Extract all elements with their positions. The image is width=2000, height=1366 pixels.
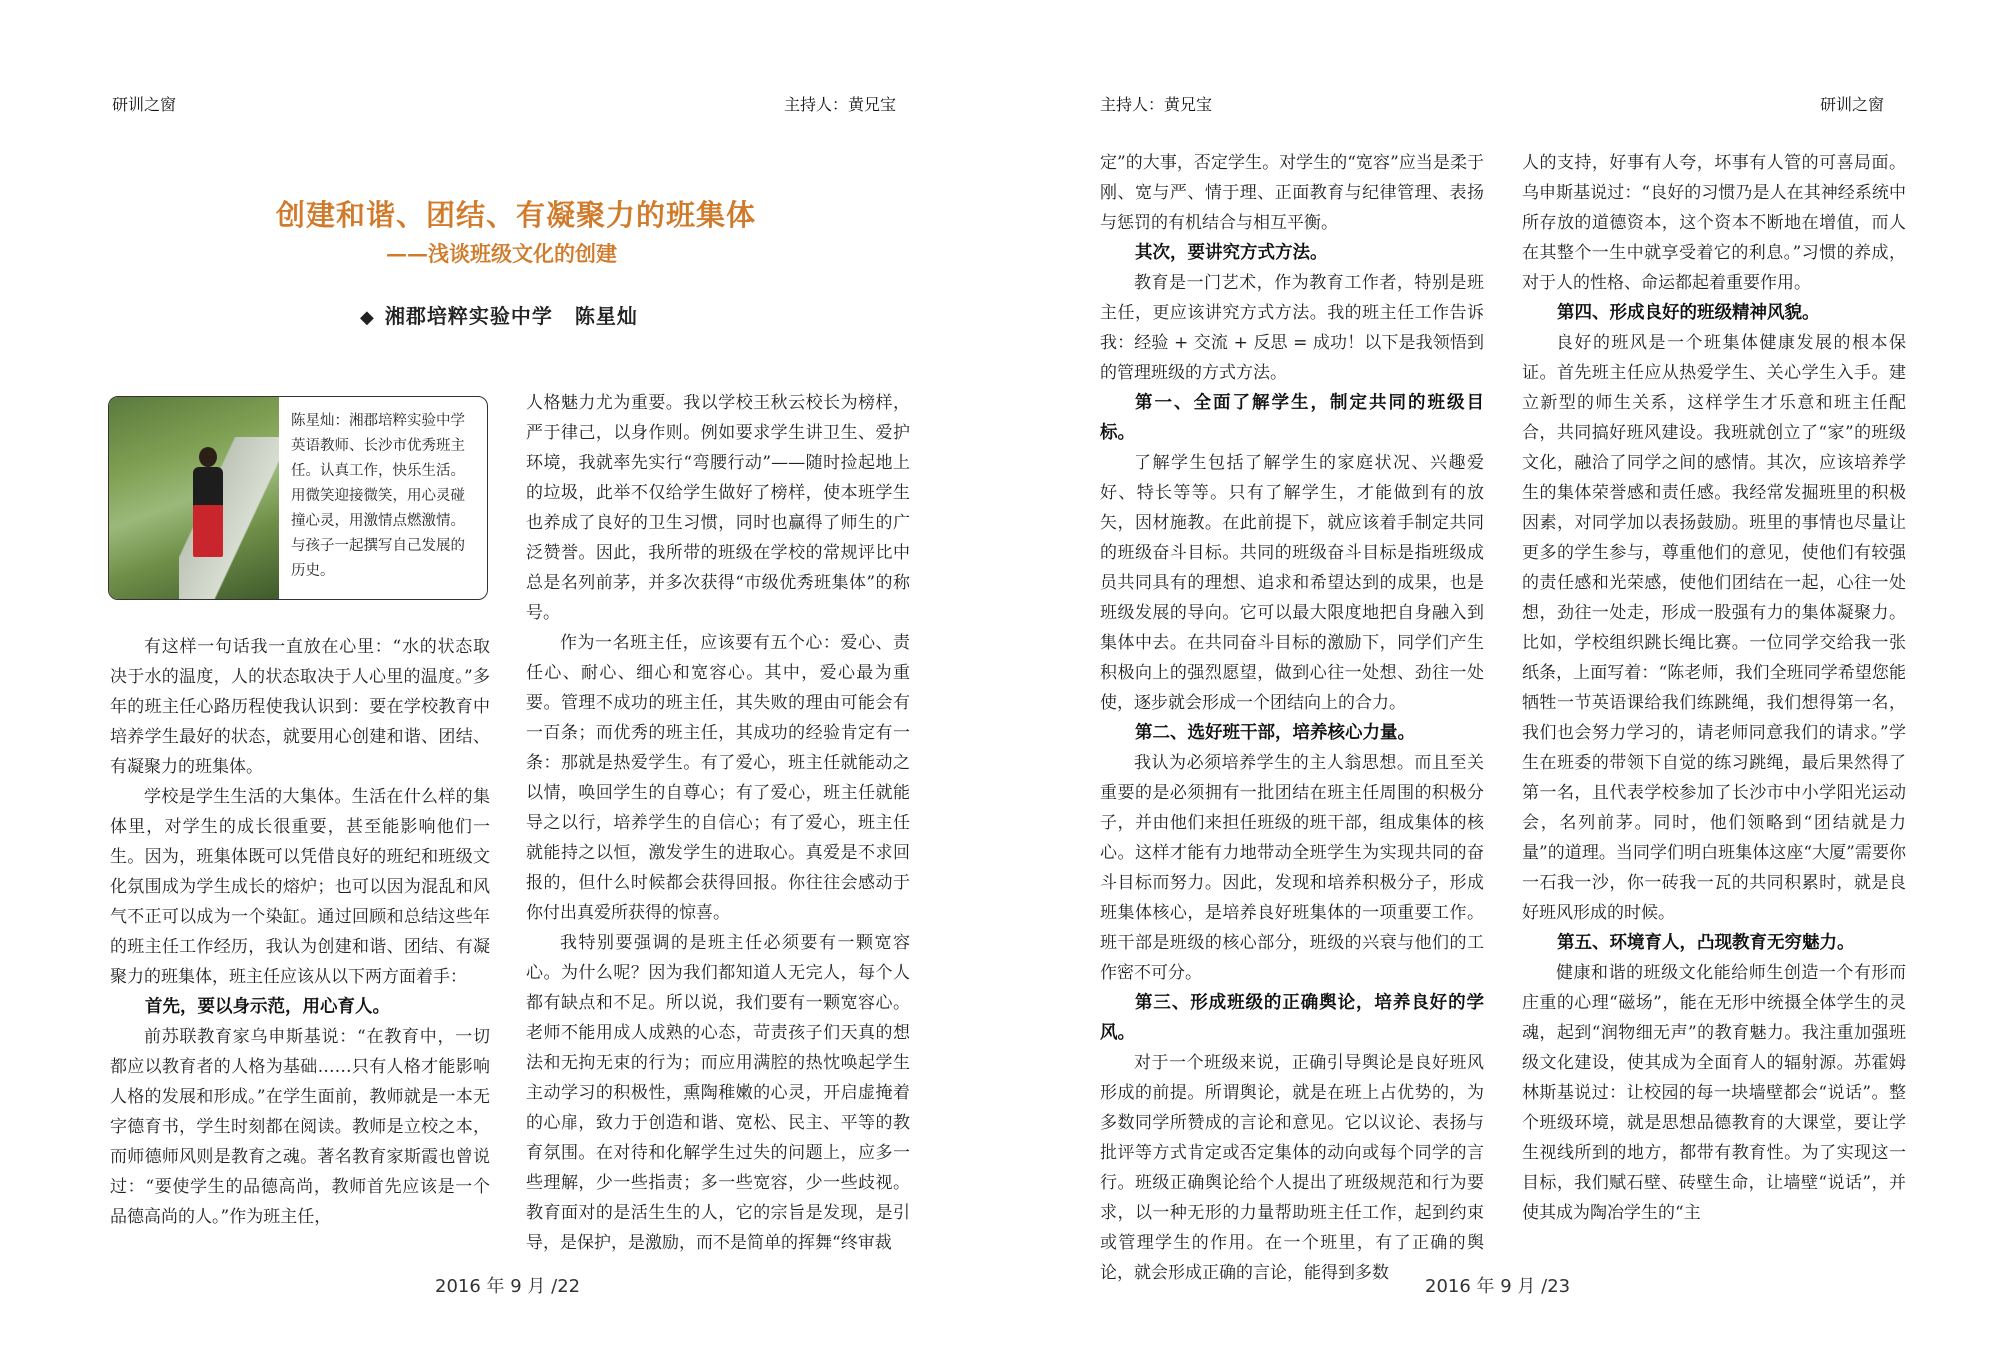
author-name: 陈星灿 bbox=[574, 304, 638, 328]
article-subtitle: ——浅谈班级文化的创建 bbox=[386, 241, 617, 266]
section-heading: 首先，要以身示范，用心育人。 bbox=[145, 997, 390, 1017]
section-label: 研训之窗 bbox=[1820, 95, 1885, 114]
section-heading: 第二、选好班干部，培养核心力量。 bbox=[1135, 723, 1415, 743]
paragraph: 良好的班风是一个班集体健康发展的根本保证。首先班主任应从热爱学生、关心学生入手。建立新型的师生关系，这样学生才乐意和班主任配合，共同搞好班风建设。我班就创立了“家”的班级文化，融洽了同学之间的感情。其次，应该培养学生的集体荣誉感和责任感。我经常发掘班里的积极因素，对同学加以表扬鼓励。班里的事情也尽量让更多的学生参与，尊重他们的意见，使他们有较强的责任感和光荣感，使他们团结在一起，心往一处想，劲往一处走，形成一股强有力的集体凝聚力。比如，学校组织跳长绳比赛。一位同学交给我一张纸条，上面写着：“陈老师，我们全班同学希望您能牺牲一节英语课给我们练跳绳，我们想得第一名，我们也会努力学习的，请老师同意我们的请求。”学生在班委的带领下自觉的练习跳绳，最后果然得了第一名，且代表学校参加了长沙市中小学阳光运动会，名列前茅。同时，他们领略到“团结就是力量”的道理。当同学们明白班集体这座“大厦”需要你一石我一沙，你一砖我一瓦的共同积累时，就是良好班风形成的时候。 bbox=[1522, 333, 1906, 923]
paragraph: 有这样一句话我一直放在心里：“水的状态取决于水的温度，人的状态取决于人心里的温度。”多年的班主任心路历程使我认识到：要在学校教育中培养学生最好的状态，就要用心创建和谐、团结、有凝聚力的班集体。 bbox=[110, 637, 490, 777]
author-bio-text: 陈星灿：湘郡培粹实验中学英语教师、长沙市优秀班主任。认真工作，快乐生活。用微笑迎接微笑，用心灵碰撞心灵，用激情点燃激情。与孩子一起撰写自己发展的历史。 bbox=[291, 413, 465, 579]
page-footer: 2016 年 9 月 /22 bbox=[435, 1276, 581, 1297]
paragraph: 作为一名班主任，应该要有五个心：爱心、责任心、耐心、细心和宽容心。其中，爱心最为重要。管理不成功的班主任，其失败的理由可能会有一百条；而优秀的班主任，其成功的经验肯定有一条：那就是热爱学生。有了爱心，班主任就能动之以情，唤回学生的自尊心；有了爱心，班主任就能导之以行，培养学生的自信心；有了爱心，班主任就能持之以恒，激发学生的进取心。真爱是不求回报的，但什么时候都会获得回报。你往往会感动于你付出真爱所获得的惊喜。 bbox=[526, 633, 910, 923]
paragraph: 人的支持，好事有人夸，坏事有人管的可喜局面。乌申斯基说过：“良好的习惯乃是人在其神经系统中所存放的道德资本，这个资本不断地在增值，而人在其整个一生中就享受着它的利息。”习惯的养成，对于人的性格、命运都起着重要作用。 bbox=[1522, 153, 1906, 293]
section-heading: 第三、形成班级的正确舆论，培养良好的学风。 bbox=[1100, 993, 1484, 1043]
paragraph: 对于一个班级来说，正确引导舆论是良好班风形成的前提。所谓舆论，就是在班上占优势的，为多数同学所赞成的言论和意见。它以议论、表扬与批评等方式肯定或否定集体的动向或每个同学的言行。班级正确舆论给个人提出了班级规范和行为要求，以一种无形的力量帮助班主任工作，起到约束或管理学生的作用。在一个班里，有了正确的舆论，就会形成正确的言论，能得到多数 bbox=[1100, 1053, 1484, 1283]
author-school: 湘郡培粹实验中学 bbox=[384, 304, 553, 328]
article-title: 创建和谐、团结、有凝聚力的班集体 bbox=[276, 198, 757, 232]
paragraph: 前苏联教育家乌申斯基说：“在教育中，一切都应以教育者的人格为基础……只有人格才能影响人格的发展和形成。”在学生面前，教师就是一本无字德育书，学生时刻都在阅读。教师是立校之本，而师德师风则是教育之魂。著名教育家斯霞也曾说过：“要使学生的品德高尚，教师首先应该是一个品德高尚的人。”作为班主任， bbox=[110, 1027, 490, 1227]
left-column-2 bbox=[526, 388, 910, 1258]
section-heading: 第一、全面了解学生，制定共同的班级目标。 bbox=[1100, 393, 1484, 443]
diamond-icon: ◆ bbox=[360, 307, 375, 328]
right-column-2 bbox=[1522, 148, 1906, 1228]
section-heading: 第四、形成良好的班级精神风貌。 bbox=[1557, 303, 1820, 323]
paragraph: 健康和谐的班级文化能给师生创造一个有形而庄重的心理“磁场”，能在无形中统摄全体学生的灵魂，起到“润物细无声”的教育魅力。我注重加强班级文化建设，使其成为全面育人的辐射源。苏霍姆林斯基说过：让校园的每一块墙壁都会“说话”。整个班级环境，就是思想品德教育的大课堂，要让学生视线所到的地方，都带有教育性。为了实现这一目标，我们赋石壁、砖壁生命，让墙壁“说话”，并使其成为陶冶学生的“主 bbox=[1522, 963, 1906, 1223]
section-label: 研训之窗 bbox=[112, 95, 177, 114]
left-column-1 bbox=[110, 632, 490, 1232]
paragraph: 我特别要强调的是班主任必须要有一颗宽容心。为什么呢？因为我们都知道人无完人，每个人都有缺点和不足。所以说，我们要有一颗宽容心。老师不能用成人成熟的心态，苛责孩子们天真的想法和无拘无束的行为；而应用满腔的热忱唤起学生主动学习的积极性，熏陶稚嫩的心灵，开启虚掩着的心扉，致力于创造和谐、宽松、民主、平等的教育氛围。在对待和化解学生过失的问题上，应多一些理解，少一些指责；多一些宽容，少一些歧视。教育面对的是活生生的人，它的宗旨是发现，是引导，是保护，是激励，而不是简单的挥舞“终审裁 bbox=[526, 933, 910, 1253]
paragraph: 定”的大事，否定学生。对学生的“宽容”应当是柔于刚、宽与严、情于理、正面教育与纪律管理、表扬与惩罚的有机结合与相互平衡。 bbox=[1100, 153, 1484, 233]
page-footer: 2016 年 9 月 /23 bbox=[1425, 1276, 1571, 1297]
author-bio-box bbox=[108, 396, 488, 600]
section-heading: 其次，要讲究方式方法。 bbox=[1135, 243, 1328, 263]
author-line bbox=[360, 300, 638, 329]
paragraph: 我认为必须培养学生的主人翁思想。而且至关重要的是必须拥有一批团结在班主任周围的积极分子，并由他们来担任班级的班干部，组成集体的核心。这样才能有力地带动全班学生为实现共同的奋斗目标而努力。因此，发现和培养积极分子，形成班集体核心，是培养良好班集体的一项重要工作。班干部是班级的核心部分，班级的兴衰与他们的工作密不可分。 bbox=[1100, 753, 1484, 983]
host-label: 主持人：黄兄宝 bbox=[784, 95, 897, 114]
host-label: 主持人：黄兄宝 bbox=[1100, 95, 1213, 114]
paragraph: 教育是一门艺术，作为教育工作者，特别是班主任，更应该讲究方式方法。我的班主任工作告诉我：经验 + 交流 + 反思 = 成功！以下是我领悟到的管理班级的方式方法。 bbox=[1100, 273, 1484, 383]
right-column-1 bbox=[1100, 148, 1484, 1288]
paragraph: 人格魅力尤为重要。我以学校王秋云校长为榜样，严于律己，以身作则。例如要求学生讲卫生、爱护环境，我就率先实行“弯腰行动”——随时捡起地上的垃圾，此举不仅给学生做好了榜样，使本班学生也养成了良好的卫生习惯，同时也赢得了师生的广泛赞誉。因此，我所带的班级在学校的常规评比中总是名列前茅，并多次获得“市级优秀班集体”的称号。 bbox=[526, 393, 910, 623]
section-heading: 第五、环境育人，凸现教育无穷魅力。 bbox=[1557, 933, 1855, 953]
paragraph: 学校是学生生活的大集体。生活在什么样的集体里，对学生的成长很重要，甚至能影响他们一生。因为，班集体既可以凭借良好的班纪和班级文化氛围成为学生成长的熔炉；也可以因为混乱和风气不正可以成为一个染缸。通过回顾和总结这些年的班主任工作经历，我认为创建和谐、团结、有凝聚力的班集体，班主任应该从以下两方面着手： bbox=[110, 787, 490, 987]
author-photo bbox=[109, 397, 279, 599]
paragraph: 了解学生包括了解学生的家庭状况、兴趣爱好、特长等等。只有了解学生，才能做到有的放矢，因材施教。在此前提下，就应该着手制定共同的班级奋斗目标。共同的班级奋斗目标是指班级成员共同具有的理想、追求和希望达到的成果，也是班级发展的导向。它可以最大限度地把自身融入到集体中去。在共同奋斗目标的激励下，同学们产生积极向上的强烈愿望，做到心往一处想、劲往一处使，逐步就会形成一个团结向上的合力。 bbox=[1100, 453, 1484, 713]
right-page bbox=[1000, 0, 2000, 1366]
